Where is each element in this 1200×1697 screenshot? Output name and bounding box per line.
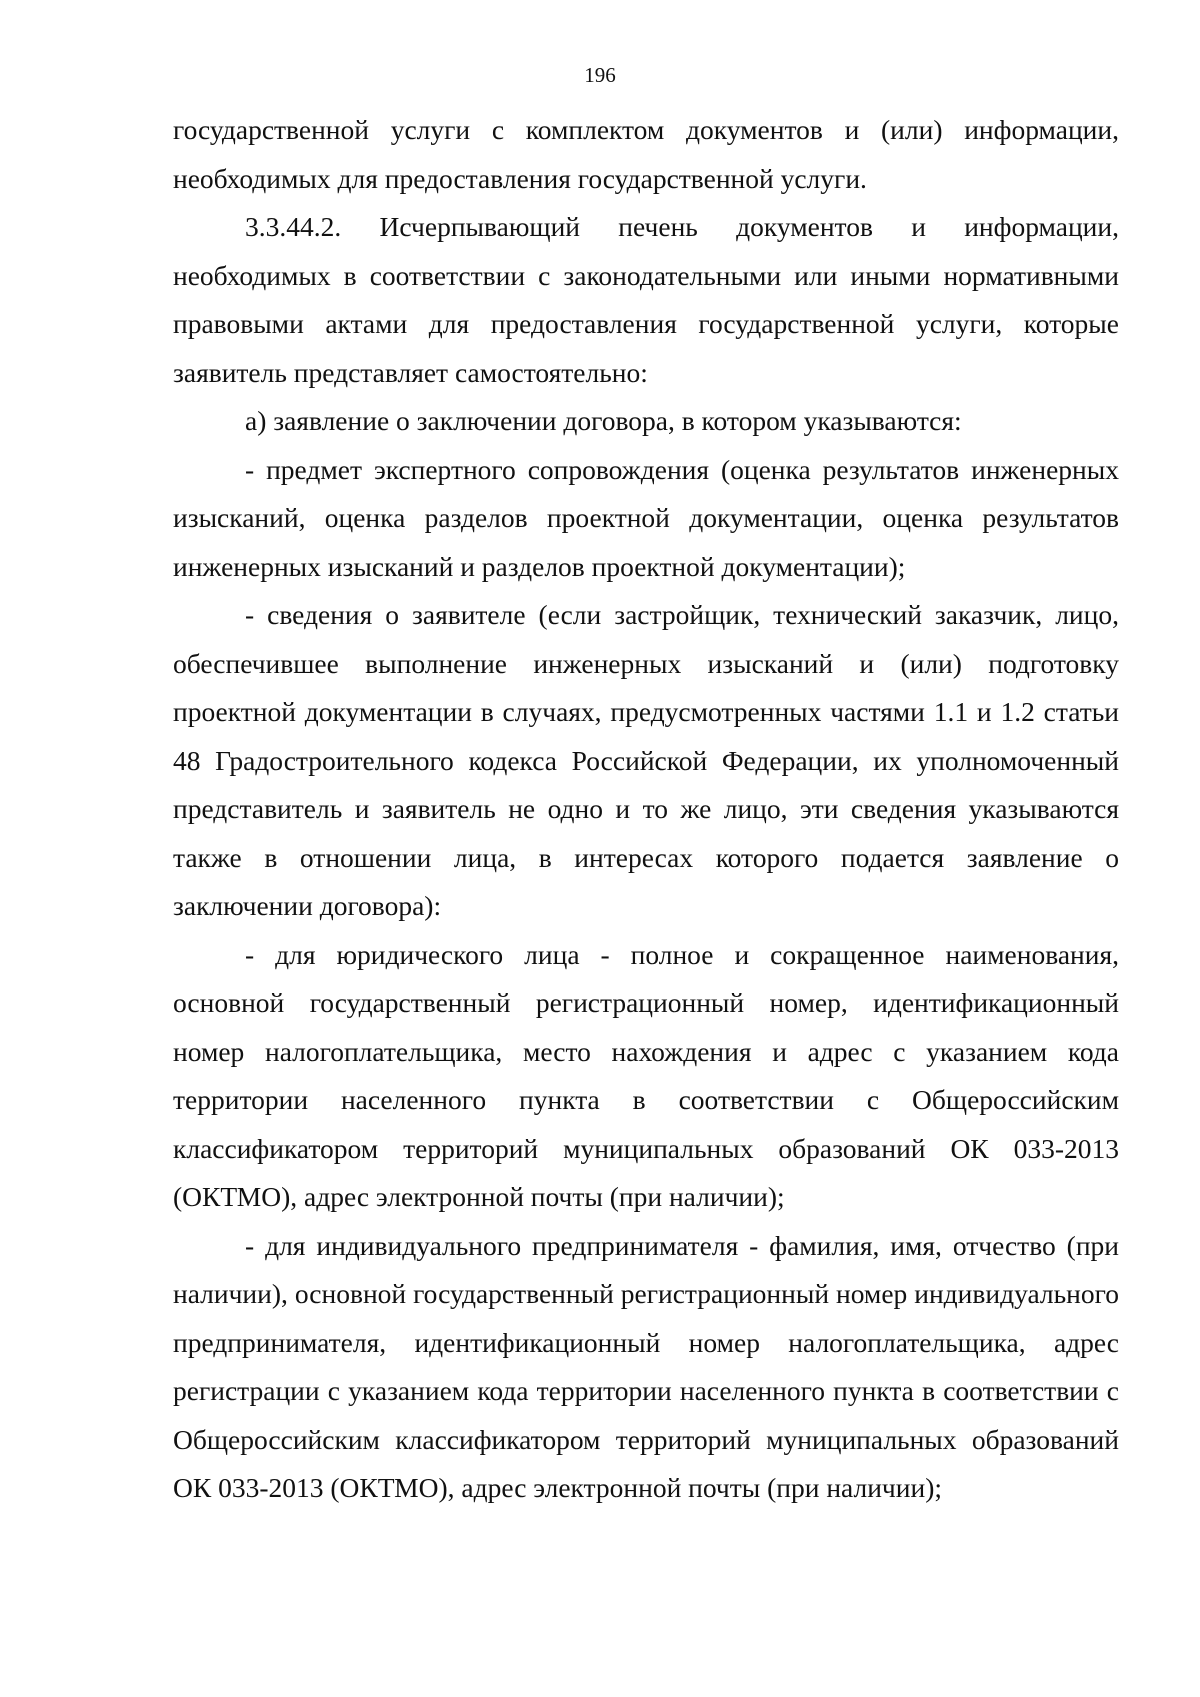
page-number: 196 — [584, 63, 616, 87]
paragraph-applicant-info: - сведения о заявителе (если застройщик, технический заказчик, лицо, обеспечившее выполнение инженерных изысканий и (или) подготовку проектной документации в случаях, предусмотренных частями 1.1 и 1.2 статьи 48 Градостроительного кодекса Российской Федерации, их уполномоченный представитель и заявитель не одно и то же лицо, эти сведения указываются также в отношении лица, в интересах которого подается заявление о заключении договора): — [173, 599, 1119, 921]
paragraph-individual-entrepreneur: - для индивидуального предпринимателя - фамилия, имя, отчество (при наличии), основной государственный регистрационный номер индивидуального предпринимателя, идентификационный номер налогоплательщика, адрес регистрации с указанием кода территории населенного пункта в соответствии с Общероссийским классификатором территорий муниципальных образований ОК 033-2013 (ОКТМО), адрес электронной почты (при наличии); — [173, 1229, 1119, 1503]
paragraph-subject: - предмет экспертного сопровождения (оценка результатов инженерных изысканий, оценка разделов проектной документации, оценка результатов инженерных изысканий и разделов проектной документации); — [173, 453, 1119, 582]
paragraph-continuation: государственной услуги с комплектом документов и (или) информации, необходимых для предоставления государственной услуги. — [173, 114, 1119, 194]
paragraph-legal-entity: - для юридического лица - полное и сокращенное наименования, основной государственный регистрационный номер, идентификационный номер налогоплательщика, место нахождения и адрес с указанием кода территории населенного пункта в соответствии с Общероссийским классификатором территорий муниципальных образований ОК 033-2013 (ОКТМО), адрес электронной почты (при наличии); — [173, 938, 1119, 1212]
paragraph-clause-3-3-44-2: 3.3.44.2. Исчерпывающий печень документов и информации, необходимых в соответствии с законодательными или иными нормативными правовыми актами для предоставления государственной услуги, которые заявитель представляет самостоятельно: — [173, 211, 1119, 388]
paragraph-item-a: а) заявление о заключении договора, в котором указываются: — [245, 405, 962, 436]
document-body — [173, 106, 1119, 1513]
